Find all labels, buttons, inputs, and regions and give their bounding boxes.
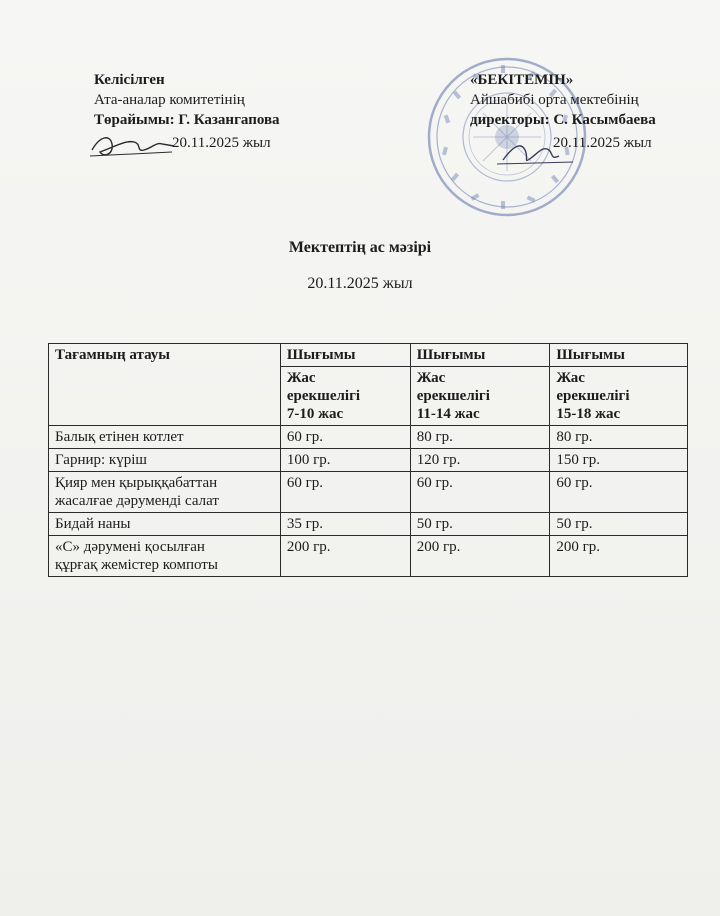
age-group-cell: Жас ерекшелігі 7-10 жас xyxy=(280,367,410,426)
parent-committee-label: Ата-аналар комитетінің xyxy=(94,92,245,108)
table-header-row xyxy=(49,344,688,367)
portion-cell: 60 гр. xyxy=(280,472,410,513)
dish-name-cell: Қияр мен қырыққабаттан жасалғае дәруменді салат xyxy=(49,472,281,513)
table-row xyxy=(49,472,688,513)
portion-cell: 200 гр. xyxy=(280,536,410,577)
portion-cell: 50 гр. xyxy=(550,513,688,536)
dish-name-header: Тағамның атауы xyxy=(49,344,281,426)
portion-cell: 200 гр. xyxy=(410,536,550,577)
table-row xyxy=(49,513,688,536)
committee-chair-name: Төрайымы: Г. Казангапова xyxy=(94,112,280,128)
table-row xyxy=(49,449,688,472)
portion-cell: 80 гр. xyxy=(550,426,688,449)
portion-cell: 80 гр. xyxy=(410,426,550,449)
portion-cell: 60 гр. xyxy=(550,472,688,513)
portion-cell: 200 гр. xyxy=(550,536,688,577)
portion-cell: 100 гр. xyxy=(280,449,410,472)
right-date: 20.11.2025 жыл xyxy=(553,135,652,151)
yield-header: Шығымы xyxy=(280,344,410,367)
dish-name-cell: «С» дәрумені қосылған құрғақ жемістер компоты xyxy=(49,536,281,577)
table-row xyxy=(49,536,688,577)
dish-name-cell: Гарнир: күріш xyxy=(49,449,281,472)
portion-cell: 60 гр. xyxy=(280,426,410,449)
page-title: Мектептің ас мәзірі xyxy=(288,239,432,256)
yield-header: Шығымы xyxy=(550,344,688,367)
menu-table xyxy=(48,343,688,577)
portion-cell: 35 гр. xyxy=(280,513,410,536)
portion-cell: 50 гр. xyxy=(410,513,550,536)
approval-right-block xyxy=(470,70,656,130)
age-group-cell: Жас ерекшелігі 11-14 жас xyxy=(410,367,550,426)
left-date: 20.11.2025 жыл xyxy=(172,135,271,151)
portion-cell: 150 гр. xyxy=(550,449,688,472)
portion-cell: 120 гр. xyxy=(410,449,550,472)
approved-label: «БЕКІТЕМІН» xyxy=(470,72,574,88)
age-group-cell: Жас ерекшелігі 15-18 жас xyxy=(550,367,688,426)
approval-left-block xyxy=(94,70,280,130)
school-name-label: Айшабибі орта мектебінің xyxy=(470,92,639,108)
dish-name-cell: Балық етінен котлет xyxy=(49,426,281,449)
committee-signature xyxy=(86,128,178,164)
page-date: 20.11.2025 жыл xyxy=(307,275,413,292)
yield-header: Шығымы xyxy=(410,344,550,367)
table-row xyxy=(49,426,688,449)
portion-cell: 60 гр. xyxy=(410,472,550,513)
director-name: директоры: С. Касымбаева xyxy=(470,112,656,128)
agreed-label: Келісілген xyxy=(94,72,165,88)
dish-name-cell: Бидай наны xyxy=(49,513,281,536)
